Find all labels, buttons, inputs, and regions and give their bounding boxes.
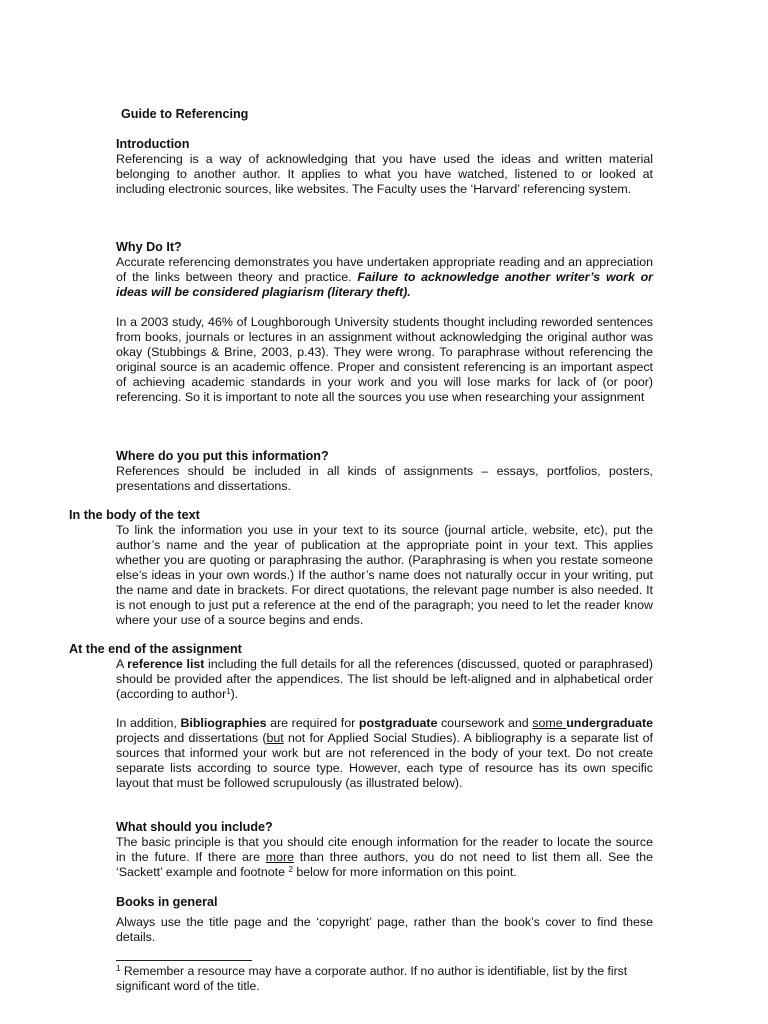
some-underlined: some <box>532 716 563 730</box>
paragraph-reference-list <box>116 657 653 702</box>
text-run: projects and dissertations ( <box>116 731 267 745</box>
page-title: Guide to Referencing <box>121 107 249 121</box>
why-text: Accurate referencing demonstrates you have undertaken appropriate reading and an appreciation of the links between theory and practice. <box>116 255 653 284</box>
section-body-of-text <box>116 523 653 628</box>
undergraduate-term: undergraduate <box>566 716 653 730</box>
heading-books: Books in general <box>116 895 218 909</box>
paragraph-why <box>116 255 653 300</box>
text-run: than three authors, you do not need to list them all. See the ‘Sackett’ example and footnote <box>116 850 653 879</box>
text-run: are required for <box>266 716 359 730</box>
more-underlined: more <box>265 850 294 864</box>
heading-where: Where do you put this information? <box>116 449 329 463</box>
text-run: not for Applied Social Studies). A bibliography is a separate list of sources that informed your work but are not referenced in the body of your text. Do not create separate lists according to source type. However, each type of resource has its own specific layout that must be followed scrupulously (as illustrated below). <box>116 731 653 790</box>
footnote-separator <box>116 960 252 961</box>
paragraph-study: In a 2003 study, 46% of Loughborough University students thought including reworded sentences from books, journals or lectures in an assignment without acknowledging the original author was okay (Stubbings & Brine, 2003, p.43). They were wrong. To paraphrase without referencing the original source is an academic offence. Proper and consistent referencing is an important aspect of achieving academic standards in your work and you will lose marks for lack of (or poor) referencing. So it is important to note all the sources you use when researching your assignment <box>116 315 653 404</box>
paragraph-introduction: Referencing is a way of acknowledging that you have used the ideas and written material belonging to another author. It applies to what you have watched, listened to or looked at including electronic sources, like websites. The Faculty uses the ‘Harvard’ referencing system. <box>116 152 653 196</box>
text-run: In addition, <box>116 716 181 730</box>
paragraph-body-of-text: To link the information you use in your text to its source (journal article, website, etc), put the author’s name and the year of publication at the appropriate point in your text. This applies whether you are quoting or paraphrasing the author. (Paraphrasing is when you restate someone else’s ideas in your own words.) If the author’s name does not naturally occur in your writing, put the name and date in brackets. For direct quotations, the relevant page number is also needed. It is not enough to just put a reference at the end of the paragraph; you need to let the reader know where your use of a source begins and ends. <box>116 523 653 627</box>
section-why <box>116 240 653 300</box>
paragraph-books: Always use the title page and the ‘copyright’ page, rather than the book’s cover to find these details. <box>116 915 653 944</box>
heading-body-of-text: In the body of the text <box>69 508 200 522</box>
paragraph-include <box>116 835 653 880</box>
postgraduate-term: postgraduate <box>358 716 438 730</box>
text-run: coursework and <box>437 716 533 730</box>
footnote-text: Remember a resource may have a corporate author. If no author is identifiable, list by the first significant word of the title. <box>116 964 628 993</box>
footnote-ref-1: 1 <box>226 687 231 696</box>
text-run: including the full details for all the references (discussed, quoted or paraphrased) should be provided after the appendices. The list should be left-aligned and in alphabetical order (according to author <box>116 657 653 701</box>
footnote-1 <box>116 964 653 994</box>
section-reference-list <box>116 657 653 702</box>
heading-why: Why Do It? <box>116 240 182 254</box>
section-include <box>116 820 653 880</box>
heading-introduction: Introduction <box>116 137 190 151</box>
text-run: below for more information on this point. <box>292 865 517 879</box>
paragraph-bibliographies <box>116 716 653 791</box>
bibliographies-term: Bibliographies <box>180 716 267 730</box>
section-where <box>116 449 653 494</box>
footnote-number: 1 <box>116 964 121 973</box>
paragraph-where: References should be included in all kinds of assignments – essays, portfolios, posters, presentations and dissertations. <box>116 464 653 493</box>
heading-end-of-assignment: At the end of the assignment <box>69 642 242 656</box>
section-study <box>116 315 653 405</box>
reference-list-term: reference list <box>127 657 205 671</box>
section-introduction <box>116 137 653 197</box>
footnote-ref-2: 2 <box>288 865 293 874</box>
text-run: A <box>116 657 128 671</box>
section-bibliographies <box>116 716 653 791</box>
plagiarism-warning: Failure to acknowledge another writer’s work or ideas will be considered plagiarism (literary theft). <box>116 270 653 299</box>
heading-include: What should you include? <box>116 820 273 834</box>
section-books <box>116 895 653 945</box>
but-underlined: but <box>266 731 284 745</box>
text-run: The basic principle is that you should cite enough information for the reader to locate the source in the future. If there are <box>116 835 653 864</box>
text-run: ). <box>230 687 239 701</box>
